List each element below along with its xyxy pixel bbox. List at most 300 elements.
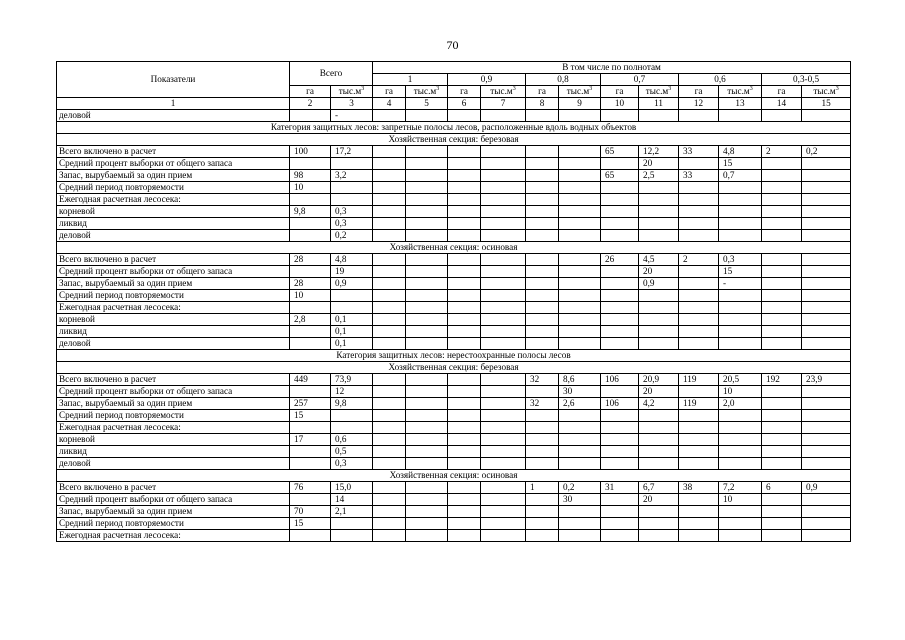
table-cell [719, 206, 762, 218]
table-cell [373, 482, 406, 494]
table-cell: 65 [601, 146, 639, 158]
table-cell: 10 [290, 182, 331, 194]
table-cell [601, 326, 639, 338]
table-cell: 106 [601, 398, 639, 410]
table-cell [373, 374, 406, 386]
table-cell [679, 326, 719, 338]
table-cell: 15 [719, 158, 762, 170]
table-cell [290, 230, 331, 242]
table-cell [802, 278, 851, 290]
unit-volume-label: тыс.м [566, 86, 590, 96]
table-cell: 0,3 [331, 458, 373, 470]
table-cell: 1 [526, 482, 559, 494]
table-cell [448, 446, 481, 458]
table-cell [719, 230, 762, 242]
table-cell [373, 434, 406, 446]
table-cell [762, 158, 802, 170]
table-cell [601, 446, 639, 458]
unit-volume-label: тыс.м [490, 86, 513, 96]
table-cell [559, 446, 601, 458]
table-cell: 14 [331, 494, 373, 506]
table-cell: 0,1 [331, 326, 373, 338]
table-cell [679, 494, 719, 506]
table-row [57, 218, 851, 230]
table-row [57, 434, 851, 446]
row-indicator: Средний процент выборки от общего запаса [57, 158, 290, 170]
table-cell [406, 374, 448, 386]
table-cell [373, 314, 406, 326]
table-cell: 10 [719, 494, 762, 506]
table-cell [526, 158, 559, 170]
table-cell [406, 266, 448, 278]
table-cell [559, 422, 601, 434]
table-cell [601, 422, 639, 434]
table-cell [406, 494, 448, 506]
table-cell [373, 230, 406, 242]
table-cell [526, 386, 559, 398]
column-number: 15 [802, 98, 851, 110]
table-cell [762, 530, 802, 542]
unit-volume-sup: 3 [361, 85, 365, 92]
row-indicator: деловой [57, 338, 290, 350]
table-cell [290, 158, 331, 170]
table-cell [639, 218, 679, 230]
table-row [57, 386, 851, 398]
table-row [57, 110, 851, 122]
table-cell [448, 494, 481, 506]
table-cell [406, 110, 448, 122]
table-cell [719, 194, 762, 206]
row-indicator: деловой [57, 458, 290, 470]
table-cell: 0,5 [331, 446, 373, 458]
table-cell [373, 290, 406, 302]
table-cell [679, 314, 719, 326]
table-cell [448, 158, 481, 170]
table-cell [762, 422, 802, 434]
table-cell: 8,6 [559, 374, 601, 386]
row-indicator: Средний период повторяемости [57, 290, 290, 302]
table-cell [719, 446, 762, 458]
table-cell [802, 206, 851, 218]
density-header: 0,6 [679, 74, 762, 86]
table-cell [601, 110, 639, 122]
table-cell [762, 494, 802, 506]
table-cell: 73,9 [331, 374, 373, 386]
row-indicator: Всего включено в расчет [57, 254, 290, 266]
table-row [57, 422, 851, 434]
table-cell [526, 314, 559, 326]
table-cell [373, 422, 406, 434]
table-cell [373, 278, 406, 290]
table-row [57, 182, 851, 194]
table-cell [481, 482, 526, 494]
table-cell [448, 314, 481, 326]
table-cell [679, 530, 719, 542]
table-cell: 2,8 [290, 314, 331, 326]
table-cell [559, 182, 601, 194]
table-cell [802, 290, 851, 302]
table-cell: 4,2 [639, 398, 679, 410]
row-indicator: ликвид [57, 446, 290, 458]
table-cell [559, 146, 601, 158]
table-cell [526, 434, 559, 446]
unit-volume-sup: 3 [589, 85, 593, 92]
table-cell [406, 254, 448, 266]
unit-volume-header [719, 86, 762, 98]
table-cell: 9,8 [331, 398, 373, 410]
table-cell [526, 254, 559, 266]
table-cell [559, 338, 601, 350]
table-cell [559, 530, 601, 542]
table-cell [526, 422, 559, 434]
density-header: 0,3-0,5 [762, 74, 851, 86]
table-cell [406, 338, 448, 350]
table-cell [290, 338, 331, 350]
table-cell: 2,5 [639, 170, 679, 182]
table-row [57, 254, 851, 266]
table-cell [802, 182, 851, 194]
table-cell [406, 302, 448, 314]
table-cell [481, 146, 526, 158]
table-cell [719, 410, 762, 422]
table-cell [639, 194, 679, 206]
table-cell [290, 458, 331, 470]
table-row [57, 206, 851, 218]
table-cell: 30 [559, 494, 601, 506]
table-cell [639, 230, 679, 242]
unit-ha-header: га [448, 86, 481, 98]
table-cell: 32 [526, 374, 559, 386]
table-cell [802, 434, 851, 446]
row-indicator: Средний процент выборки от общего запаса [57, 386, 290, 398]
table-cell [448, 302, 481, 314]
table-cell [802, 266, 851, 278]
table-cell [802, 506, 851, 518]
table-cell [290, 266, 331, 278]
table-cell [762, 410, 802, 422]
table-cell [762, 230, 802, 242]
table-cell: 4,8 [331, 254, 373, 266]
table-cell: 76 [290, 482, 331, 494]
table-row [57, 278, 851, 290]
table-cell: 2,1 [331, 506, 373, 518]
table-row [57, 482, 851, 494]
table-cell [526, 182, 559, 194]
table-cell [559, 278, 601, 290]
unit-ha-header: га [601, 86, 639, 98]
table-cell [406, 506, 448, 518]
section-row [57, 470, 851, 482]
table-cell [679, 386, 719, 398]
table-cell [481, 302, 526, 314]
table-cell [601, 302, 639, 314]
table-cell [526, 146, 559, 158]
table-cell: 20 [639, 494, 679, 506]
table-cell [448, 206, 481, 218]
table-cell [559, 410, 601, 422]
table-cell [526, 230, 559, 242]
unit-volume-label: тыс.м [338, 86, 362, 96]
table-cell: 257 [290, 398, 331, 410]
table-cell [639, 422, 679, 434]
section-row [57, 134, 851, 146]
table-cell [719, 110, 762, 122]
table-row [57, 518, 851, 530]
table-cell [601, 410, 639, 422]
table-cell: 6 [762, 482, 802, 494]
table-cell: 0,1 [331, 338, 373, 350]
table-cell: - [331, 110, 373, 122]
row-indicator: Запас, вырубаемый за один прием [57, 278, 290, 290]
table-cell [559, 254, 601, 266]
table-cell [679, 410, 719, 422]
row-indicator: Ежегодная расчетная лесосека: [57, 530, 290, 542]
table-cell [639, 326, 679, 338]
table-cell [373, 182, 406, 194]
table-cell [481, 314, 526, 326]
row-indicator: Средний процент выборки от общего запаса [57, 494, 290, 506]
table-cell [762, 518, 802, 530]
table-cell [290, 302, 331, 314]
table-cell [448, 506, 481, 518]
column-number: 5 [406, 98, 448, 110]
unit-volume-header [639, 86, 679, 98]
table-cell: 0,9 [802, 482, 851, 494]
table-cell [481, 230, 526, 242]
row-indicator: Ежегодная расчетная лесосека: [57, 194, 290, 206]
table-cell [406, 398, 448, 410]
table-cell: 2,0 [719, 398, 762, 410]
density-header: 0,9 [448, 74, 526, 86]
density-header: 0,7 [601, 74, 679, 86]
table-body [57, 110, 851, 542]
table-cell [762, 254, 802, 266]
table-cell [373, 266, 406, 278]
table-cell [802, 314, 851, 326]
table-cell [719, 302, 762, 314]
table-cell [601, 338, 639, 350]
table-cell [639, 458, 679, 470]
table-cell [679, 458, 719, 470]
table-cell [719, 434, 762, 446]
table-cell: 20 [639, 386, 679, 398]
table-cell [331, 182, 373, 194]
table-cell: 0,3 [331, 218, 373, 230]
unit-volume-header [481, 86, 526, 98]
table-cell [448, 374, 481, 386]
table-cell [559, 302, 601, 314]
table-cell [762, 398, 802, 410]
table-cell [526, 206, 559, 218]
table-cell [373, 506, 406, 518]
unit-ha-header: га [526, 86, 559, 98]
table-cell [290, 218, 331, 230]
table-cell [406, 230, 448, 242]
table-cell [526, 302, 559, 314]
density-header: 1 [373, 74, 448, 86]
table-cell [719, 506, 762, 518]
table-cell [448, 386, 481, 398]
table-cell [448, 110, 481, 122]
table-cell [481, 410, 526, 422]
table-cell [448, 482, 481, 494]
table-cell [679, 194, 719, 206]
table-cell [481, 458, 526, 470]
table-cell: 26 [601, 254, 639, 266]
table-cell [290, 422, 331, 434]
table-cell [559, 194, 601, 206]
table-cell [526, 110, 559, 122]
table-cell [639, 110, 679, 122]
row-indicator: Запас, вырубаемый за один прием [57, 506, 290, 518]
table-cell [526, 278, 559, 290]
table-row [57, 398, 851, 410]
table-cell: 12 [331, 386, 373, 398]
table-cell [679, 158, 719, 170]
table-cell [762, 434, 802, 446]
table-cell [290, 194, 331, 206]
table-cell [679, 266, 719, 278]
table-cell [719, 326, 762, 338]
table-cell [481, 494, 526, 506]
forest-cutting-table [56, 61, 851, 542]
unit-volume-header [331, 86, 373, 98]
table-cell [373, 338, 406, 350]
table-row [57, 326, 851, 338]
column-number: 11 [639, 98, 679, 110]
table-cell [601, 290, 639, 302]
table-cell [448, 434, 481, 446]
section-heading: Хозяйственная секция: березовая [57, 134, 851, 146]
table-cell [481, 194, 526, 206]
table-cell: 98 [290, 170, 331, 182]
table-cell [639, 290, 679, 302]
table-cell [559, 290, 601, 302]
table-cell [481, 110, 526, 122]
table-cell [559, 518, 601, 530]
table-cell: 20,5 [719, 374, 762, 386]
table-cell: 7,2 [719, 482, 762, 494]
table-cell [639, 518, 679, 530]
table-cell [679, 338, 719, 350]
table-cell [290, 110, 331, 122]
table-cell [679, 206, 719, 218]
table-cell [559, 506, 601, 518]
table-cell: 28 [290, 278, 331, 290]
table-cell [601, 194, 639, 206]
unit-volume-header [406, 86, 448, 98]
table-cell [601, 530, 639, 542]
table-cell [373, 494, 406, 506]
table-cell [679, 506, 719, 518]
table-cell [373, 206, 406, 218]
table-cell [679, 182, 719, 194]
table-cell [406, 446, 448, 458]
table-row [57, 506, 851, 518]
table-cell [481, 530, 526, 542]
table-cell [762, 218, 802, 230]
table-cell [762, 326, 802, 338]
column-number: 14 [762, 98, 802, 110]
table-row [57, 170, 851, 182]
row-indicator: Ежегодная расчетная лесосека: [57, 422, 290, 434]
table-cell [762, 266, 802, 278]
table-cell [481, 434, 526, 446]
table-cell [802, 530, 851, 542]
table-cell [481, 278, 526, 290]
unit-volume-sup: 3 [835, 85, 839, 92]
header-total: Всего [290, 62, 373, 86]
table-cell [802, 254, 851, 266]
table-cell: 30 [559, 386, 601, 398]
table-cell [639, 182, 679, 194]
row-indicator: Средний период повторяемости [57, 518, 290, 530]
table-cell [448, 410, 481, 422]
table-cell [406, 482, 448, 494]
unit-volume-header [802, 86, 851, 98]
unit-ha-header: га [373, 86, 406, 98]
table-cell [331, 158, 373, 170]
table-cell [601, 506, 639, 518]
table-cell [526, 194, 559, 206]
table-cell [373, 326, 406, 338]
table-cell [373, 170, 406, 182]
table-cell [559, 458, 601, 470]
table-cell [373, 110, 406, 122]
table-cell [559, 434, 601, 446]
table-row [57, 266, 851, 278]
table-cell [406, 518, 448, 530]
section-heading: Категория защитных лесов: запретные полосы лесов, расположенные вдоль водных объектов [57, 122, 851, 134]
page-number: 70 [446, 38, 459, 52]
table-cell [679, 446, 719, 458]
table-cell: 70 [290, 506, 331, 518]
table-cell [406, 326, 448, 338]
table-cell [601, 314, 639, 326]
row-indicator: ликвид [57, 218, 290, 230]
table-cell [762, 194, 802, 206]
table-cell [526, 266, 559, 278]
table-cell: 3,2 [331, 170, 373, 182]
table-cell: 15 [719, 266, 762, 278]
table-cell [481, 254, 526, 266]
table-cell [406, 386, 448, 398]
table-cell [679, 290, 719, 302]
unit-ha-header: га [290, 86, 331, 98]
density-header: 0,8 [526, 74, 601, 86]
column-number: 2 [290, 98, 331, 110]
table-cell [373, 398, 406, 410]
row-indicator: ликвид [57, 326, 290, 338]
section-row [57, 350, 851, 362]
table-cell: 0,2 [559, 482, 601, 494]
table-cell [481, 266, 526, 278]
table-cell: 0,9 [639, 278, 679, 290]
table-cell [559, 266, 601, 278]
table-cell [679, 434, 719, 446]
table-cell [448, 146, 481, 158]
table-cell [802, 494, 851, 506]
table-cell [601, 230, 639, 242]
header-indicators: Показатели [57, 62, 290, 98]
table-cell [406, 434, 448, 446]
table-cell [373, 302, 406, 314]
table-cell [719, 218, 762, 230]
table-cell [481, 374, 526, 386]
table-cell [406, 182, 448, 194]
table-cell [481, 422, 526, 434]
table-cell [526, 530, 559, 542]
